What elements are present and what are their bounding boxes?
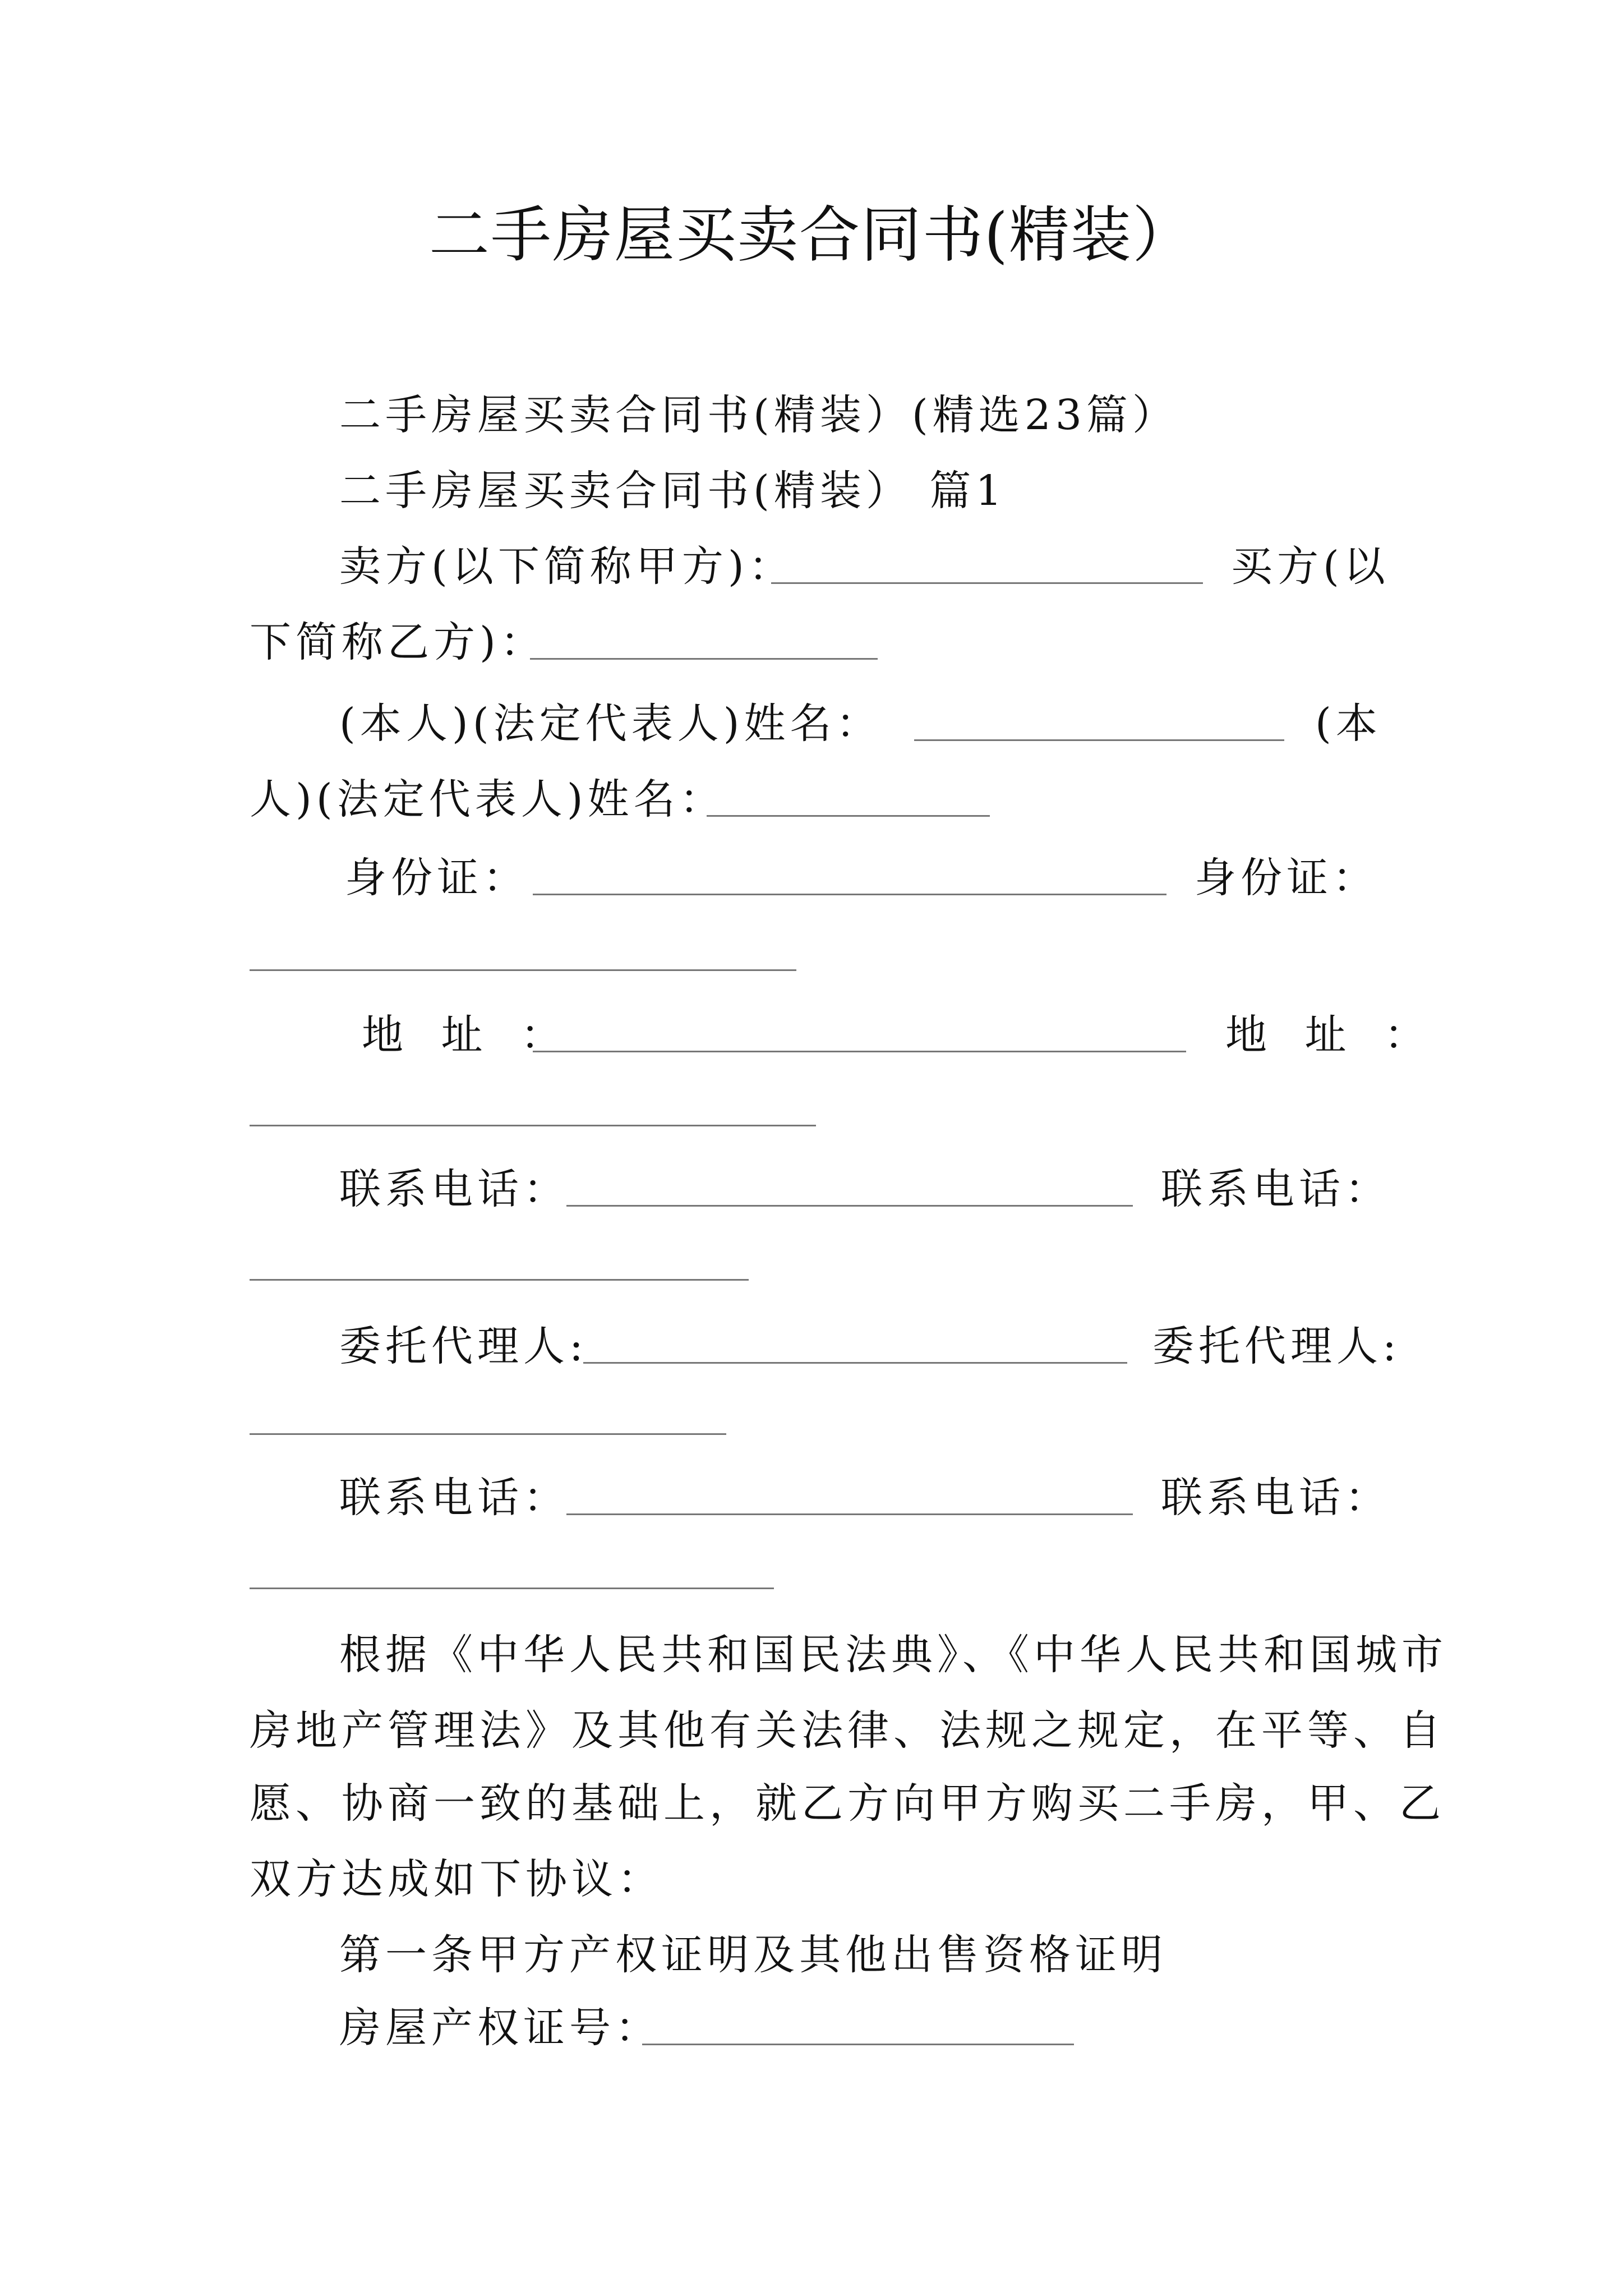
preamble-line-1: 根据《中华人民共和国民法典》、《中华人民共和国城市 <box>339 1631 1447 1679</box>
buyer-phone-label: 联系电话： <box>1161 1165 1391 1213</box>
buyer-agent-phone-blank[interactable] <box>250 1588 774 1589</box>
buyer-id-blank[interactable] <box>250 969 796 971</box>
seller-phone-label: 联系电话： <box>339 1165 569 1213</box>
buyer-label-start: 买方(以 <box>1231 542 1390 591</box>
seller-blank[interactable] <box>771 582 1203 584</box>
property-cert-blank[interactable] <box>642 2044 1074 2045</box>
seller-name-blank[interactable] <box>914 739 1284 741</box>
seller-agent-phone-blank[interactable] <box>566 1513 1133 1515</box>
buyer-agent-phone-label: 联系电话： <box>1161 1474 1391 1522</box>
buyer-id-label: 身份证： <box>1195 854 1378 902</box>
preamble-line-4: 双方达成如下协议： <box>250 1855 663 1903</box>
seller-id-blank[interactable] <box>533 894 1166 895</box>
buyer-name-label-end: 人)(法定代表人)姓名： <box>250 775 726 823</box>
article-1-heading: 第一条甲方产权证明及其他出售资格证明 <box>339 1931 1167 1979</box>
preamble-line-2: 房地产管理法》及其他有关法律、法规之规定，在平等、自 <box>250 1706 1445 1755</box>
buyer-phone-blank[interactable] <box>250 1279 749 1281</box>
document-subtitle: 二手房屋买卖合同书(精装）(精选23篇） <box>339 391 1178 439</box>
seller-name-label: (本人)(法定代表人)姓名： <box>339 700 882 748</box>
seller-phone-blank[interactable] <box>566 1205 1133 1207</box>
seller-address-blank[interactable] <box>533 1051 1186 1052</box>
buyer-name-blank[interactable] <box>707 815 990 817</box>
seller-agent-blank[interactable] <box>583 1362 1127 1364</box>
seller-address-label: 地 址 ： <box>362 1011 575 1059</box>
buyer-address-label: 地 址 ： <box>1225 1011 1438 1059</box>
buyer-agent-blank[interactable] <box>250 1433 726 1435</box>
seller-agent-phone-label: 联系电话： <box>339 1474 569 1522</box>
buyer-address-blank[interactable] <box>250 1125 816 1126</box>
seller-label: 卖方(以下简称甲方)： <box>339 542 795 591</box>
buyer-label-end: 下简称乙方)： <box>250 618 546 666</box>
seller-agent-label: 委托代理人: <box>339 1322 588 1370</box>
section-heading: 二手房屋买卖合同书(精装） 篇1 <box>339 467 1007 515</box>
buyer-name-label-start: (本 <box>1315 700 1382 748</box>
property-cert-label: 房屋产权证号： <box>339 2004 661 2052</box>
preamble-line-3: 愿、协商一致的基础上，就乙方向甲方购买二手房，甲、乙 <box>250 1779 1445 1828</box>
buyer-blank[interactable] <box>530 658 878 660</box>
buyer-agent-label: 委托代理人: <box>1152 1322 1401 1370</box>
document-title: 二手房屋买卖合同书(精装） <box>428 200 1195 270</box>
seller-id-label: 身份证： <box>345 854 529 902</box>
